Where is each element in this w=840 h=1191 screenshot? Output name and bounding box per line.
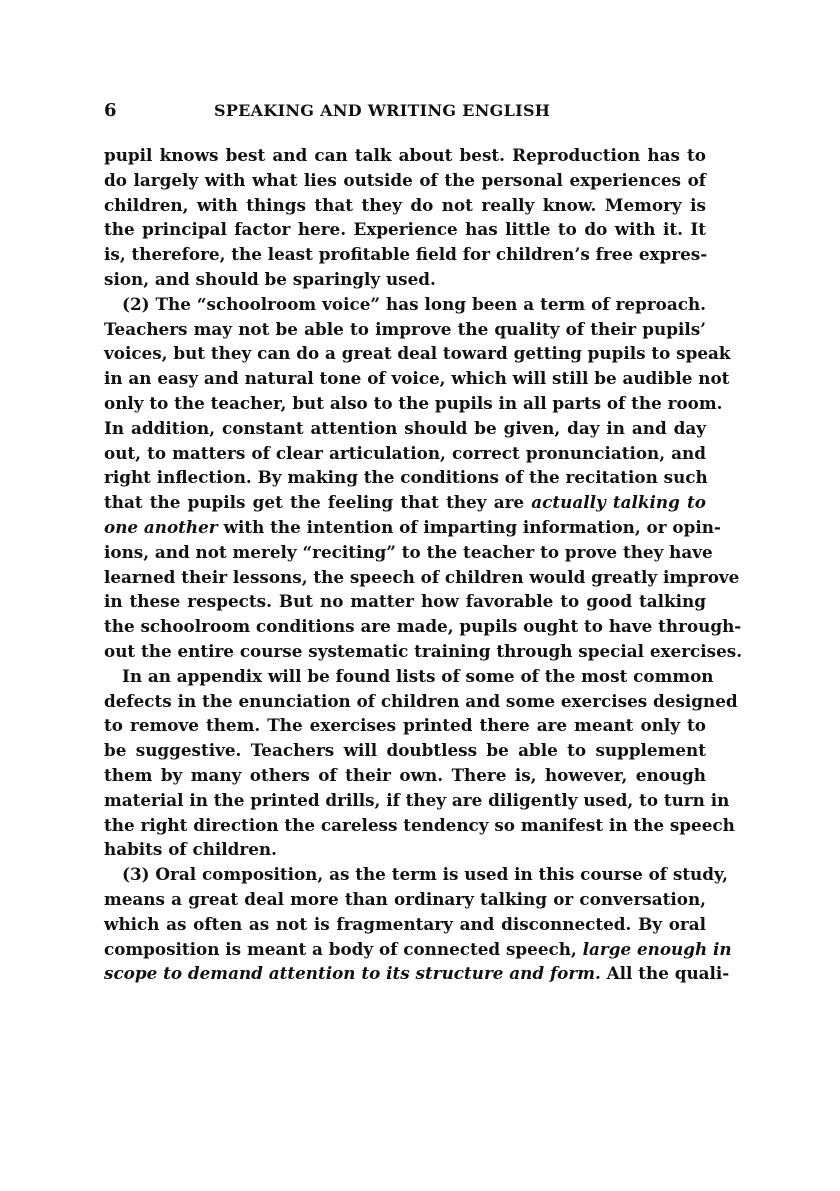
- page-number: 6: [104, 100, 117, 121]
- text-line: material in the printed drills, if they are diligently used, to turn in: [104, 789, 730, 810]
- text-line: right inflection. By making the conditions of the recitation such: [104, 467, 708, 488]
- text-line: voices, but they can do a great deal toward getting pupils to speak: [104, 343, 731, 364]
- emphasis-text: scope to demand attention to its structure and form.: [104, 963, 601, 984]
- text-line: In addition, constant attention should be given, day in and day: [104, 417, 706, 438]
- text-line: pupil knows best and can talk about best. Reproduction has to: [104, 145, 706, 165]
- text-run: composition is meant a body of connected speech,: [104, 938, 583, 959]
- text-line: out the entire course systematic training through special exercises.: [104, 640, 743, 661]
- text-line: is, therefore, the least profitable field for children’s free expres-: [104, 244, 708, 265]
- text-line: out, to matters of clear articulation, correct pronunciation, and: [104, 442, 706, 463]
- text-line: habits of children.: [104, 839, 277, 860]
- text-line: only to the teacher, but also to the pupils in all parts of the room.: [104, 392, 723, 413]
- text-line: sion, and should be sparingly used.: [104, 268, 436, 289]
- running-head: [104, 100, 706, 124]
- text-line: (3) Oral composition, as the term is used in this course of study,: [122, 864, 728, 885]
- emphasis-text: large enough in: [582, 938, 732, 959]
- body-text: [104, 143, 743, 986]
- text-run: that the pupils get the feeling that they are: [104, 492, 532, 513]
- text-line: learned their lessons, the speech of children would greatly improve: [104, 566, 740, 587]
- text-line: which as often as not is fragmentary and disconnected. By oral: [104, 913, 706, 934]
- emphasis-text: one another: [104, 516, 218, 537]
- text-line: [104, 937, 732, 962]
- text-line: Teachers may not be able to improve the quality of their pupils’: [104, 318, 706, 339]
- text-line: [104, 515, 721, 540]
- text-line: be suggestive. Teachers will doubtless be able to supplement: [104, 740, 706, 761]
- text-line: means a great deal more than ordinary talking or conversation,: [104, 888, 706, 909]
- text-line: [104, 490, 706, 515]
- text-line: the schoolroom conditions are made, pupils ought to have through-: [104, 616, 742, 637]
- text-line: them by many others of their own. There is, however, enough: [104, 764, 706, 785]
- text-run: with the intention of imparting information, or opin-: [217, 516, 721, 537]
- text-line: In an appendix will be found lists of some of the most common: [122, 665, 714, 686]
- text-line: the right direction the careless tendency so manifest in the speech: [104, 814, 735, 835]
- text-run: All the quali-: [600, 963, 730, 984]
- text-line: in these respects. But no matter how favorable to good talking: [104, 591, 706, 612]
- running-title: SPEAKING AND WRITING ENGLISH: [214, 101, 551, 120]
- text-line: to remove them. The exercises printed there are meant only to: [104, 715, 706, 736]
- text-line: children, with things that they do not really know. Memory is: [104, 194, 706, 215]
- text-line: in an easy and natural tone of voice, which will still be audible not: [104, 368, 730, 389]
- emphasis-text: actually talking to: [531, 492, 706, 513]
- text-line: the principal factor here. Experience has little to do with it. It: [104, 219, 706, 240]
- text-line: defects in the enunciation of children and some exercises designed: [104, 690, 738, 711]
- text-line: [104, 961, 730, 986]
- text-line: (2) The “schoolroom voice” has long been a term of reproach.: [122, 293, 706, 314]
- text-line: do largely with what lies outside of the personal experiences of: [104, 169, 706, 190]
- text-line: ions, and not merely “reciting” to the teacher to prove they have: [104, 541, 713, 562]
